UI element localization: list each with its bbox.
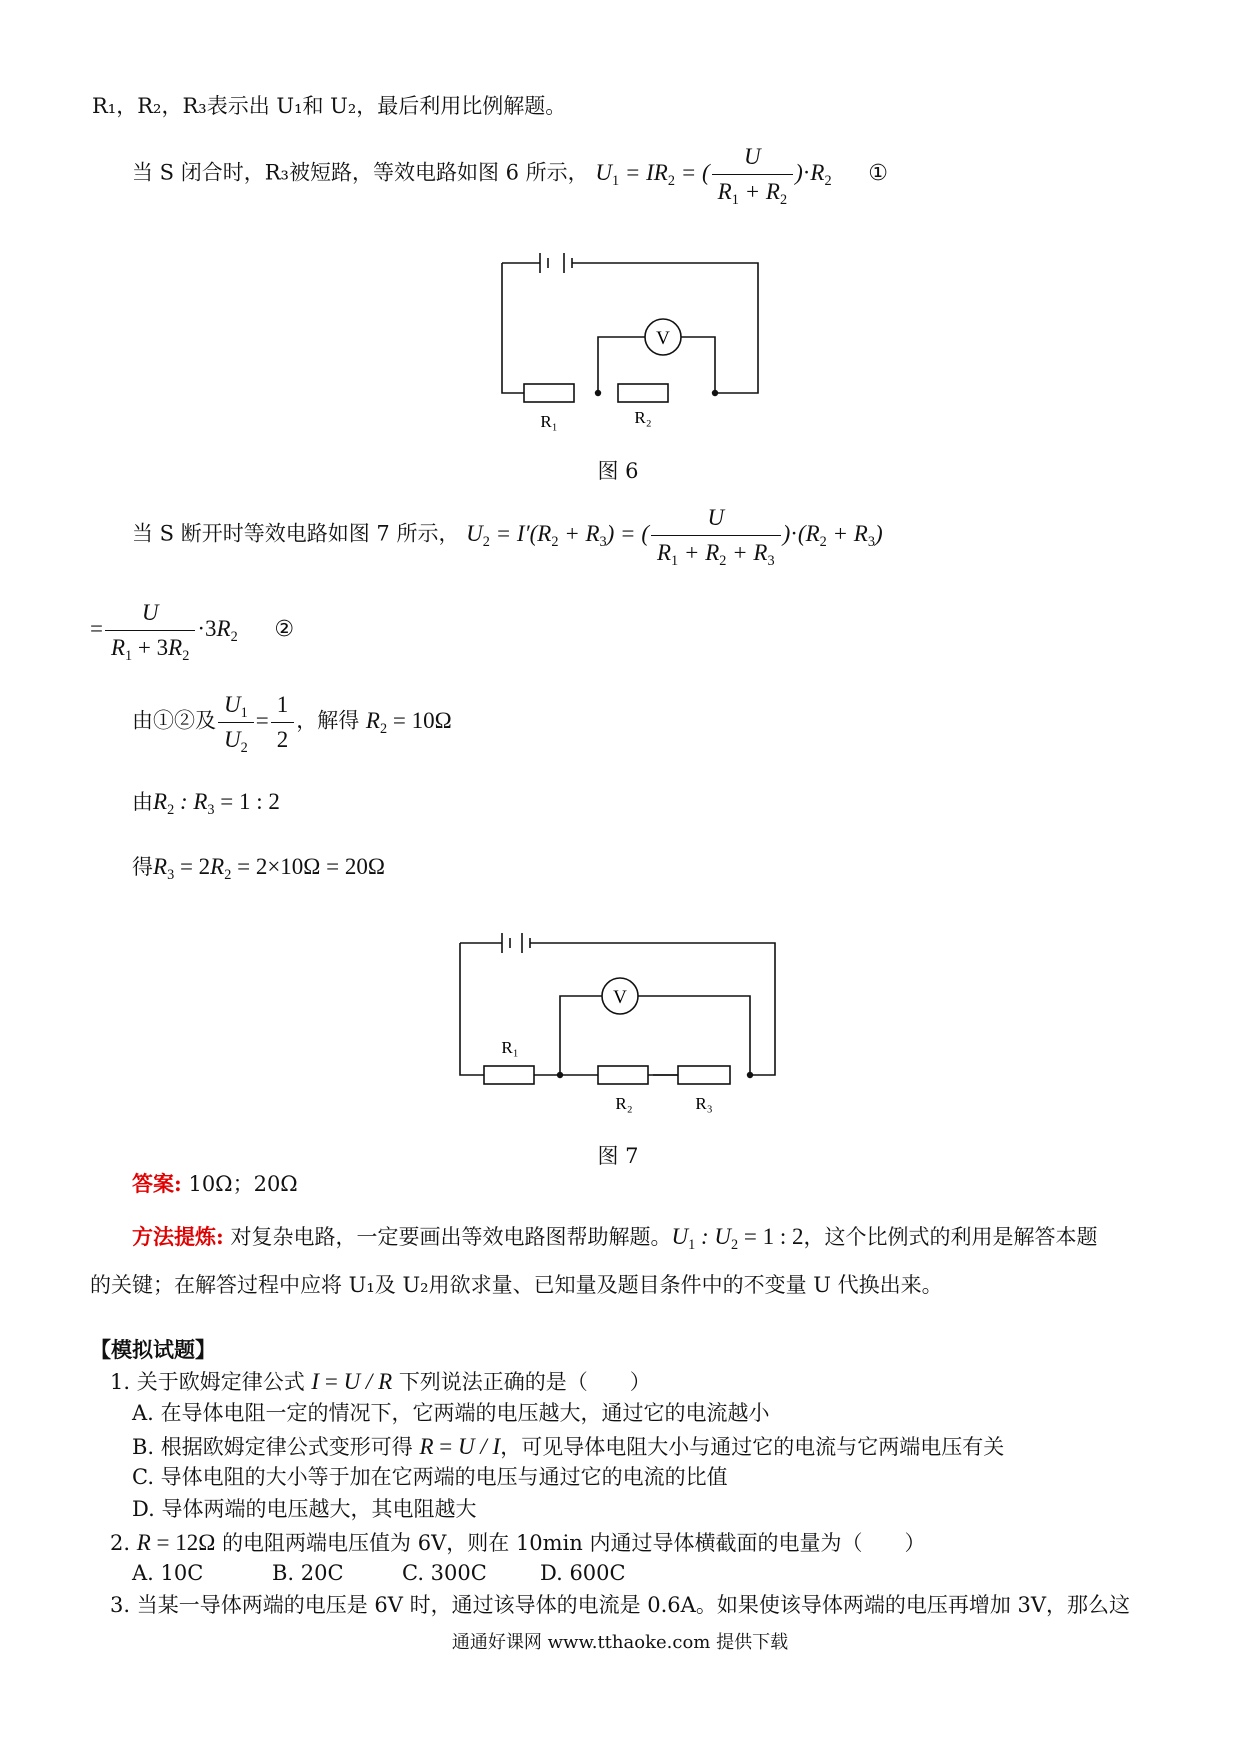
figure-6-caption: 图 6	[597, 459, 639, 483]
method-text-a: 对复杂电路，一定要画出等效电路图帮助解题。	[230, 1225, 672, 1249]
resistor-label-r2-fig6: R₂	[634, 408, 652, 427]
equation-1-marker: ①	[868, 160, 889, 186]
solve-r2-text: ，解得	[296, 708, 360, 733]
ohms-law-variant: R = U / I	[419, 1434, 501, 1459]
q2-stem-text: 的电阻两端电压值为 6V，则在 10min 内通过导体横截面的电量为（ ）	[222, 1531, 926, 1555]
circuit-figure-6	[490, 245, 780, 440]
q2-number: 2.	[110, 1531, 131, 1555]
answer-label: 答案:	[132, 1171, 182, 1196]
voltmeter-label-6: V	[656, 328, 670, 349]
resistor-label-r1-fig6: R₁	[540, 412, 558, 431]
q1-option-b-b: ，可见导体电阻大小与通过它的电流与它两端电压有关	[500, 1435, 1005, 1459]
q1-stem-b: 下列说法正确的是（ ）	[398, 1370, 651, 1394]
resistor-label-r2-fig7: R₂	[615, 1094, 633, 1113]
method-line-1	[132, 1222, 1097, 1252]
r3-line	[132, 852, 385, 882]
question-1-option-b	[132, 1432, 1004, 1462]
closed-switch-text: 当 S 闭合时，R₃被短路，等效电路如图 6 所示，	[132, 160, 589, 185]
q2-option-c: C. 300C	[402, 1561, 487, 1585]
ohms-law-formula: I = U / R	[311, 1369, 393, 1394]
method-ratio: $U_1$ : $U_2 = 1$ : 2	[671, 1224, 804, 1253]
question-1-option-a: A. 在导体电阻一定的情况下，它两端的电压越大，通过它的电流越小	[132, 1401, 770, 1425]
solve-r2-line	[132, 690, 452, 755]
q2-resistance: R = 12Ω	[136, 1530, 216, 1555]
section-title: 【模拟试题】	[90, 1337, 216, 1362]
equation-2b-line	[90, 598, 294, 663]
ratio-prefix: 由	[132, 790, 153, 814]
page-footer: 通通好课网 www.tthaoke.com 提供下载	[451, 1632, 789, 1653]
equation-2b: = $\frac{U}{R_1 + 3R_2}$ $\cdot 3R_2$	[90, 600, 238, 664]
equation-2a: $U_2 = I'(R_2 + R_3)$ = ( $\frac{U}{R_1 + R_2 + R_3}$ )$\cdot(R_2 + R_3)$	[466, 505, 883, 569]
ratio-fraction: $\frac{U_1}{U_2}$ = $\frac{1}{2}$	[216, 708, 296, 733]
resistor-label-r3-fig7: R₃	[695, 1094, 713, 1113]
from12-text: 由①②及	[132, 708, 216, 733]
q2-option-d: D. 600C	[540, 1561, 626, 1585]
r3-equation: $R_3 = 2R_2 = 2\times 10\Omega = 20\Omega$	[153, 854, 385, 883]
circuit-figure-7	[450, 928, 790, 1128]
answer-value: 10Ω；20Ω	[188, 1172, 298, 1196]
voltmeter-label-7: V	[613, 987, 627, 1008]
r2-result: $R_2 = 10\Omega$	[365, 707, 452, 737]
ratio-equation: $R_2$ : $R_3 = 1$ : 2	[153, 789, 280, 818]
figure-7-caption: 图 7	[597, 1144, 639, 1168]
question-3-stem: 3. 当某一导体两端的电压是 6V 时，通过该导体的电流是 0.6A。如果使该导体两端的电压再增加 3V，那么这	[110, 1593, 1131, 1617]
method-line-2: 的关键；在解答过程中应将 U₁及 U₂用欲求量、已知量及题目条件中的不变量 U 代换出来。	[90, 1273, 943, 1297]
intro-line: R₁，R₂，R₃表示出 U₁和 U₂，最后利用比例解题。	[92, 94, 567, 118]
ratio-line	[132, 787, 280, 817]
question-1-option-d: D. 导体两端的电压越大，其电阻越大	[132, 1497, 477, 1521]
q2-option-a: A. 10C	[132, 1561, 204, 1585]
open-switch-line	[132, 503, 883, 568]
equation-2-marker: ②	[274, 616, 295, 642]
question-1-stem	[110, 1367, 651, 1397]
resistor-label-r1-fig7: R₁	[501, 1038, 519, 1057]
equation-1: $U_1 = IR_2$ = ( $\frac{U}{R_1 + R_2}$ )$\cdot R_2$	[595, 144, 832, 208]
closed-switch-line	[132, 142, 888, 207]
method-label: 方法提炼:	[132, 1224, 224, 1249]
q1-stem-a: 1. 关于欧姆定律公式	[110, 1370, 305, 1394]
question-2-options	[132, 1560, 626, 1587]
question-2-stem	[110, 1528, 926, 1558]
open-switch-text: 当 S 断开时等效电路如图 7 所示，	[132, 521, 460, 546]
question-1-option-c: C. 导体电阻的大小等于加在它两端的电压与通过它的电流的比值	[132, 1465, 728, 1489]
answer-line	[132, 1170, 298, 1198]
q1-option-b-a: B. 根据欧姆定律公式变形可得	[132, 1435, 413, 1459]
q2-option-b: B. 20C	[272, 1561, 344, 1585]
method-text-b: ，这个比例式的利用是解答本题	[803, 1225, 1098, 1249]
get-prefix: 得	[132, 855, 153, 879]
